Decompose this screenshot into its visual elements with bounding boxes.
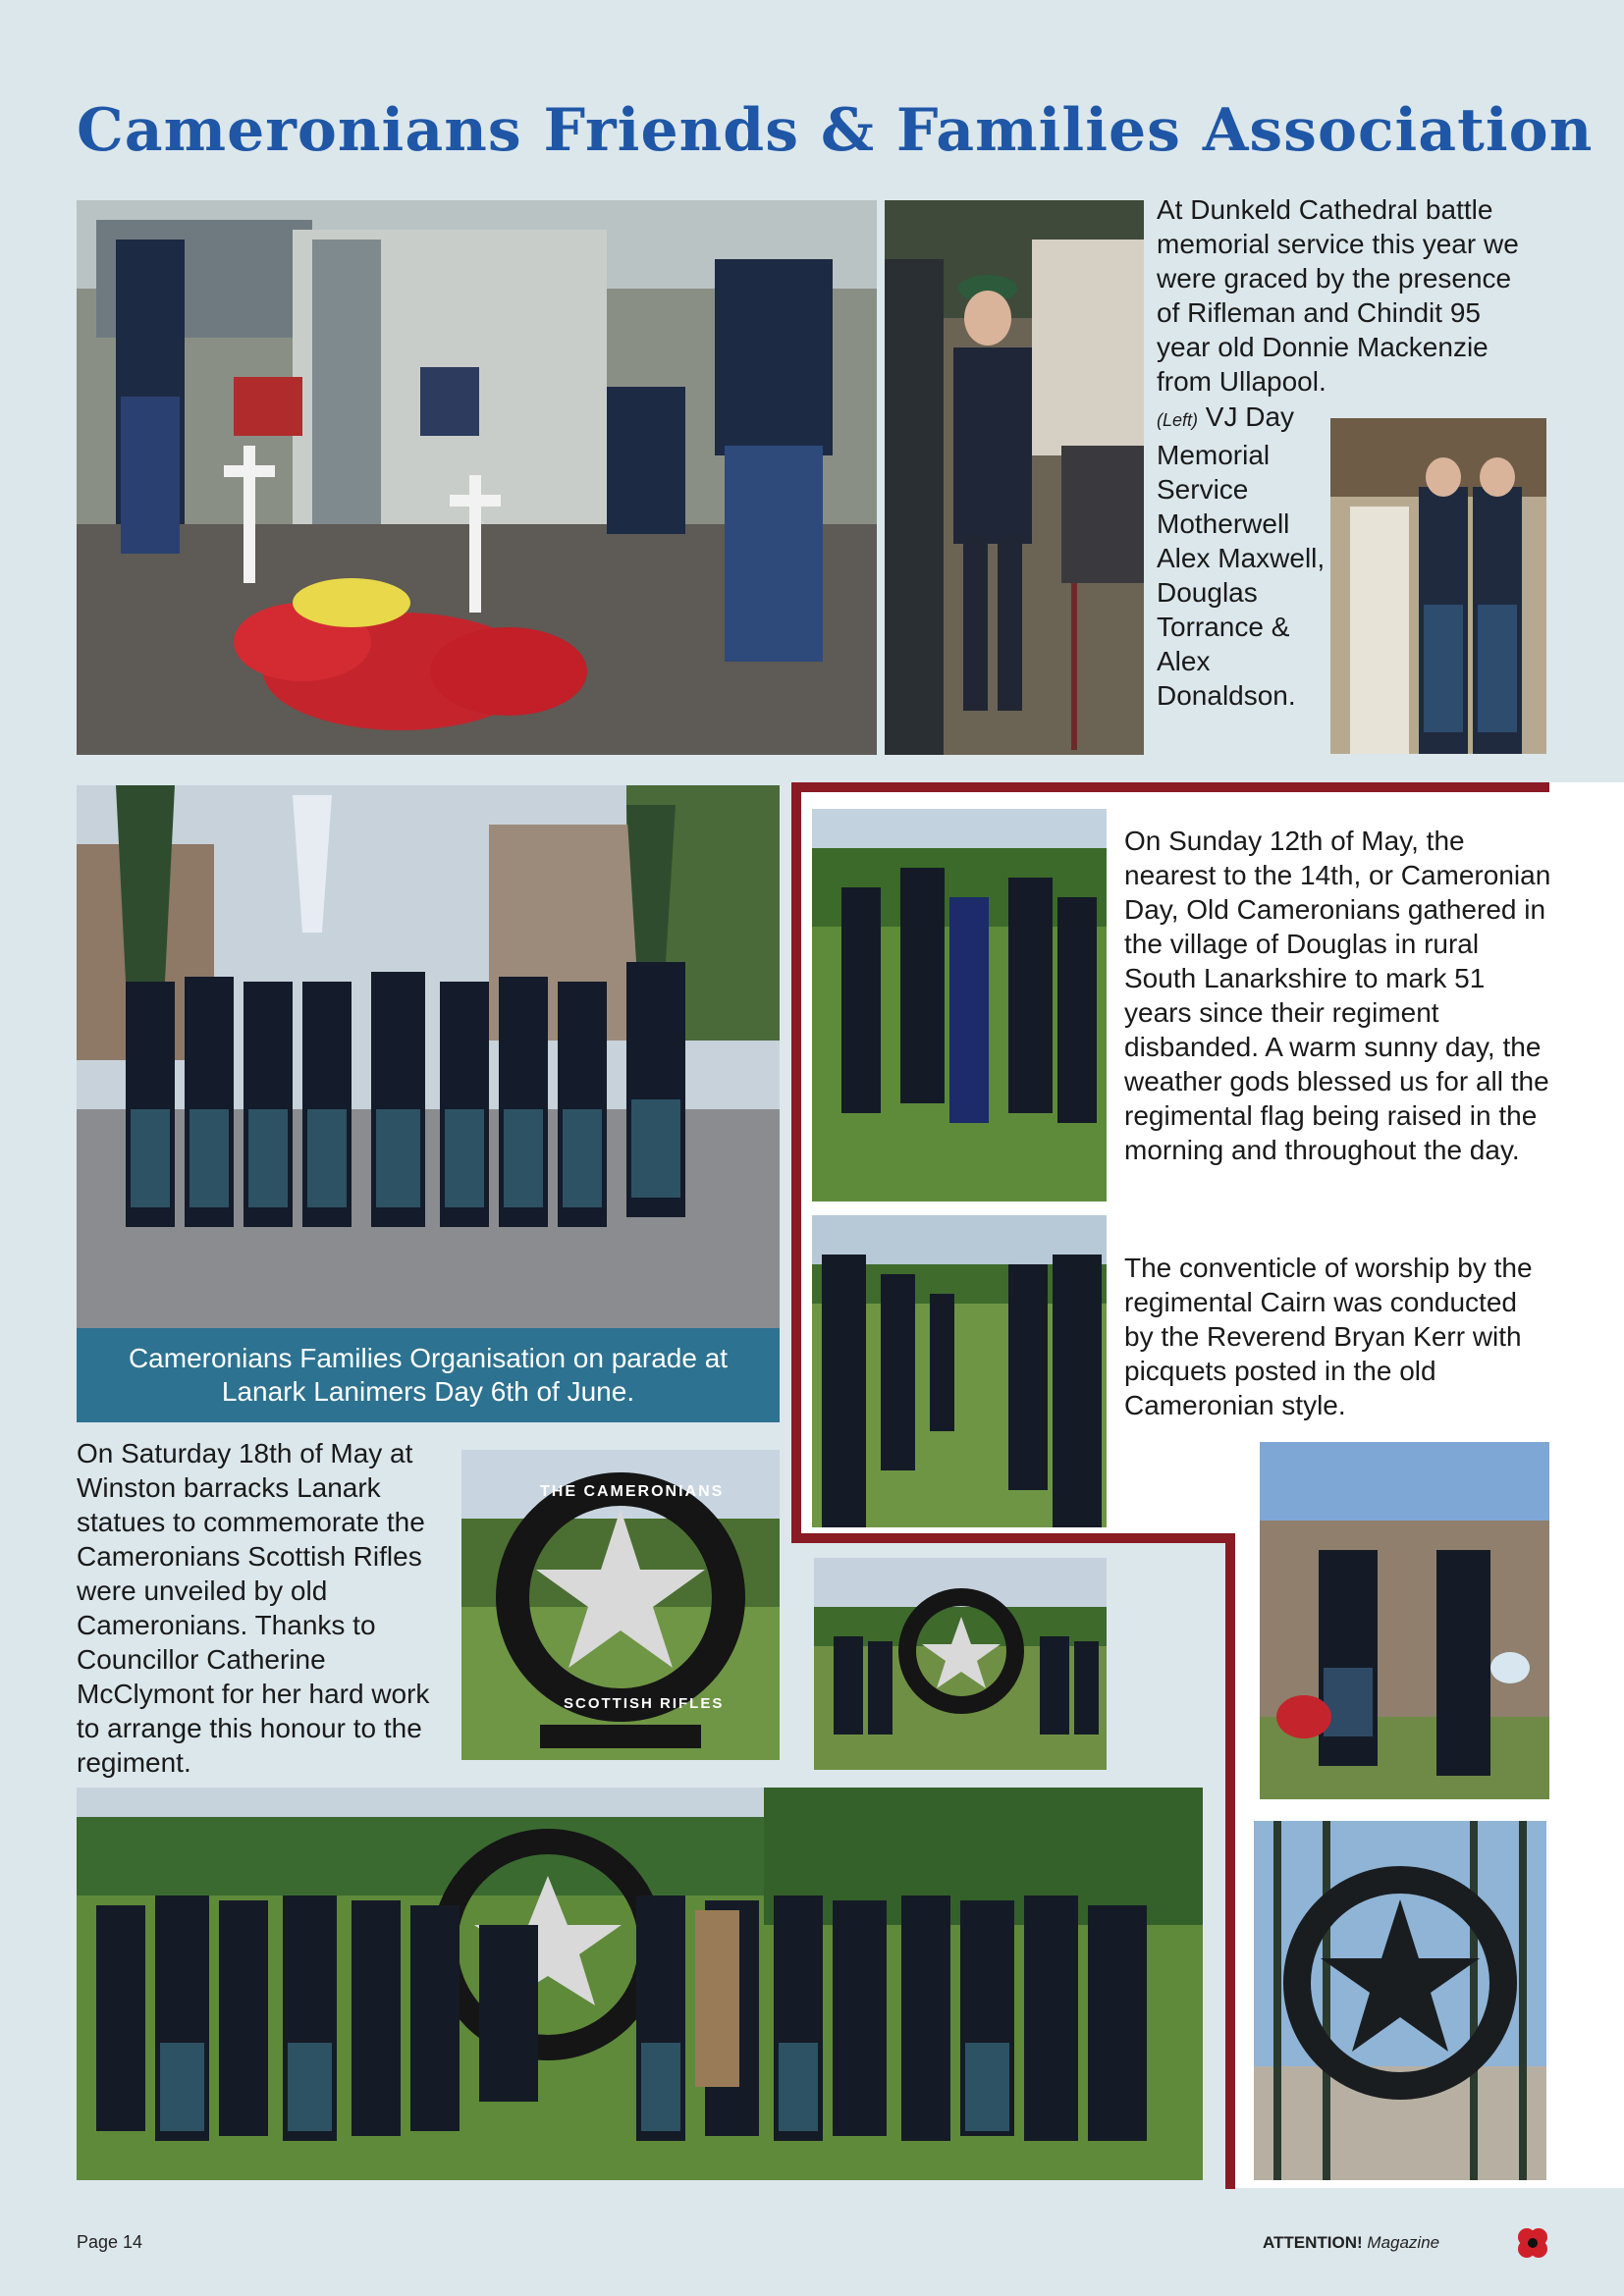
emblem-top-text: THE CAMERONIANS — [540, 1483, 725, 1500]
magazine-footer — [1263, 2233, 1439, 2253]
photo-memorial-wreaths — [77, 200, 877, 755]
dunkeld-text: At Dunkeld Cathedral battle memorial service this year we were graced by the presence of Rifleman and Chindit 95 year old Donnie Mackenzie from Ullapool. — [1157, 194, 1519, 397]
page-number: Page 14 — [77, 2232, 143, 2252]
photo-douglas-gathering-2 — [812, 1215, 1107, 1527]
vj-day-text: VJ Day Memorial Service Motherwell Alex Maxwell, Douglas Torrance & Alex Donaldson. — [1157, 401, 1326, 711]
lanimers-caption: Cameronians Families Organisation on parade at Lanark Lanimers Day 6th of June. — [77, 1328, 780, 1422]
vj-day-caption — [1157, 400, 1333, 713]
maroon-border-left — [791, 782, 801, 1540]
douglas-paragraph-2: The conventicle of worship by the regimental Cairn was conducted by the Reverend Bryan Kerr with picquets posted in the old Cameronian style. — [1124, 1253, 1533, 1420]
page-title: Cameronians Friends & Families Association — [77, 96, 1594, 165]
photo-emblem-crowd — [814, 1558, 1107, 1770]
douglas-paragraph-1: On Sunday 12th of May, the nearest to the 14th, or Cameronian Day, Old Cameronians gathered in the village of Douglas in rural South Lanarkshire to mark 51 years since their regiment disbanded. A warm sunny day, the weather gods blessed us for all the regimental flag being raised in the morning and throughout the day. — [1124, 826, 1551, 1165]
photo-piper-at-cairn — [1260, 1442, 1549, 1799]
emblem-bottom-text: SCOTTISH RIFLES — [564, 1695, 725, 1712]
winston-barracks-text: On Saturday 18th of May at Winston barracks Lanark statues to commemorate the Cameronians Scottish Rifles were unveiled by old Cameronians. Thanks to Councillor Catherine McClymont for her hard work to arrange this honour to the regiment. — [77, 1438, 430, 1778]
vj-day-label: (Left) — [1157, 410, 1199, 430]
photo-statue-unveiling-group — [77, 1788, 1203, 2180]
maroon-border-step — [791, 1533, 1235, 1543]
magazine-suffix: Magazine — [1367, 2233, 1440, 2252]
maroon-border-right — [1225, 1533, 1235, 2189]
photo-vj-day-motherwell — [1330, 418, 1546, 754]
maroon-border-top — [791, 782, 1549, 792]
photo-douglas-gathering-1 — [812, 809, 1107, 1201]
magazine-name: ATTENTION! — [1263, 2233, 1363, 2252]
photo-emblem-statue — [461, 1450, 780, 1760]
photo-lanark-lanimers-parade — [77, 785, 780, 1328]
photo-cap-badge-gate — [1254, 1821, 1546, 2180]
poppy-icon — [1516, 2226, 1549, 2260]
photo-donnie-mackenzie — [885, 200, 1144, 755]
